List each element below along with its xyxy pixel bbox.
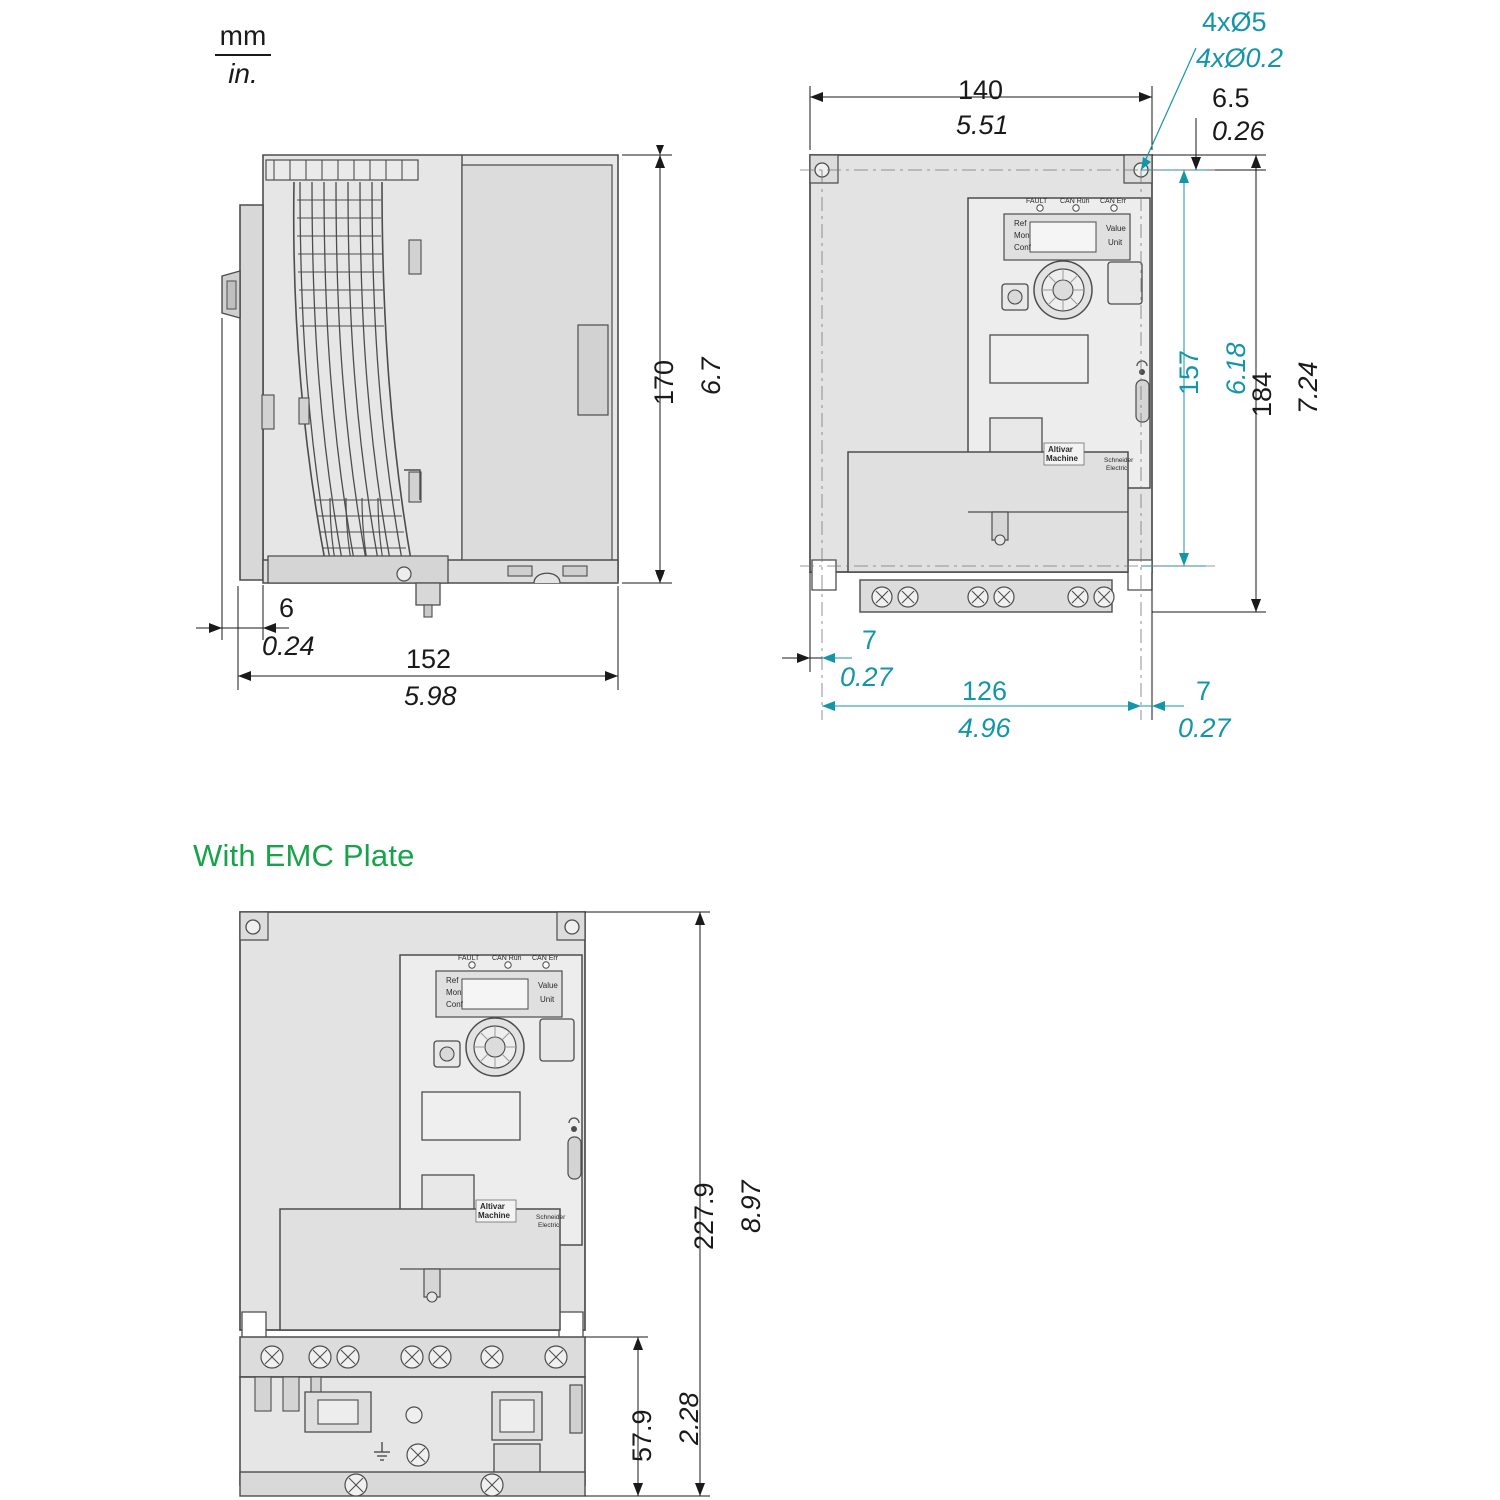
svg-text:Ref: Ref bbox=[446, 976, 459, 985]
svg-text:Machine: Machine bbox=[478, 1211, 511, 1220]
dim-emc-total-height-in: 8.97 bbox=[736, 1180, 766, 1233]
side-view-drawing bbox=[196, 155, 672, 690]
callout-hole-count-in: 4xØ0.2 bbox=[1196, 43, 1284, 73]
svg-text:CAN Run: CAN Run bbox=[1060, 198, 1090, 205]
dim-front-right-margin-mm: 7 bbox=[1196, 676, 1212, 706]
svg-text:Mon: Mon bbox=[1014, 231, 1030, 240]
dim-emc-total-height-mm: 227.9 bbox=[689, 1182, 719, 1250]
dim-side-depth-in: 5.98 bbox=[404, 681, 457, 711]
svg-text:Conf: Conf bbox=[446, 1000, 463, 1009]
dim-front-left-margin-mm: 7 bbox=[862, 625, 878, 655]
dim-front-height-in: 7.24 bbox=[1293, 361, 1323, 414]
svg-text:Unit: Unit bbox=[1108, 238, 1123, 247]
svg-text:Unit: Unit bbox=[540, 995, 555, 1004]
dim-side-height-mm: 170 bbox=[649, 359, 679, 405]
svg-text:CAN Err: CAN Err bbox=[532, 955, 559, 962]
dim-front-hole-pitch-v-in: 6.18 bbox=[1221, 342, 1251, 395]
dim-side-height-in: 6.7 bbox=[696, 357, 726, 395]
svg-text:CAN Err: CAN Err bbox=[1100, 198, 1127, 205]
dim-front-top-edge-in: 0.26 bbox=[1212, 116, 1265, 146]
dim-front-height-mm: 184 bbox=[1247, 371, 1277, 417]
svg-text:Value: Value bbox=[538, 981, 558, 990]
svg-text:Ref: Ref bbox=[1014, 219, 1027, 228]
svg-text:Conf: Conf bbox=[1014, 243, 1031, 252]
dim-side-offset-mm: 6 bbox=[279, 593, 295, 623]
svg-text:Schneider: Schneider bbox=[536, 1214, 566, 1221]
unit-in-label: in. bbox=[228, 58, 258, 89]
emc-plate-view-drawing bbox=[240, 912, 710, 1496]
dim-front-hole-pitch-v-mm: 157 bbox=[1174, 349, 1204, 395]
dim-emc-plate-height-mm: 57.9 bbox=[627, 1409, 657, 1462]
dim-front-left-margin-in: 0.27 bbox=[840, 662, 893, 692]
dim-front-hole-pitch-h-mm: 126 bbox=[962, 676, 1008, 706]
svg-text:Altivar: Altivar bbox=[1048, 445, 1073, 454]
svg-text:Value: Value bbox=[1106, 224, 1126, 233]
dim-front-width-in: 5.51 bbox=[956, 110, 1009, 140]
dim-emc-plate-height-in: 2.28 bbox=[674, 1392, 704, 1445]
svg-text:FAULT: FAULT bbox=[458, 955, 480, 962]
dim-front-top-edge-mm: 6.5 bbox=[1212, 83, 1250, 113]
svg-text:Electric: Electric bbox=[1106, 465, 1128, 472]
dim-front-right-margin-in: 0.27 bbox=[1178, 713, 1231, 743]
svg-text:Mon: Mon bbox=[446, 988, 462, 997]
svg-text:CAN Run: CAN Run bbox=[492, 955, 522, 962]
section-title-emc-plate: With EMC Plate bbox=[193, 838, 415, 873]
svg-text:FAULT: FAULT bbox=[1026, 198, 1048, 205]
callout-hole-count-mm: 4xØ5 bbox=[1202, 7, 1267, 37]
dim-side-depth-mm: 152 bbox=[406, 644, 452, 674]
dim-side-offset-in: 0.24 bbox=[262, 631, 315, 661]
svg-text:Altivar: Altivar bbox=[480, 1202, 505, 1211]
svg-text:Electric: Electric bbox=[538, 1222, 560, 1229]
svg-text:Machine: Machine bbox=[1046, 454, 1079, 463]
svg-text:Schneider: Schneider bbox=[1104, 457, 1134, 464]
dim-front-width-mm: 140 bbox=[958, 75, 1004, 105]
dim-front-hole-pitch-h-in: 4.96 bbox=[958, 713, 1011, 743]
unit-mm-label: mm bbox=[219, 20, 267, 51]
